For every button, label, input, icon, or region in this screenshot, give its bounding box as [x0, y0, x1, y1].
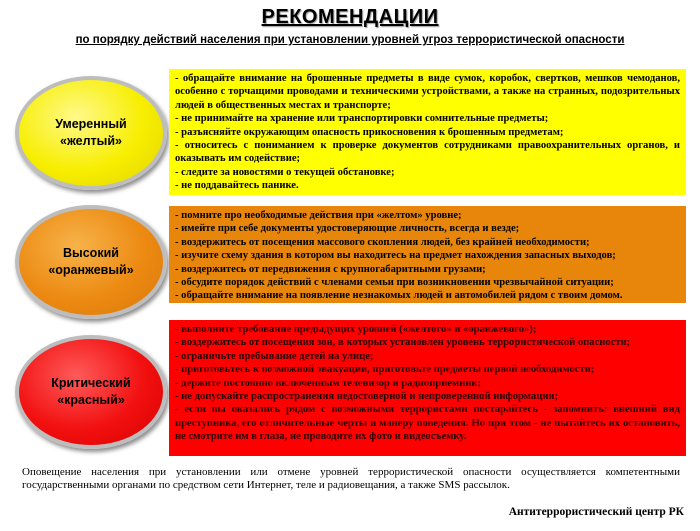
list-item: - изучите схему здания в котором вы находитесь на предмет нахождения запасных выходов; — [175, 250, 616, 262]
recommendations-list — [175, 72, 680, 193]
list-item: - не поддавайтесь панике. — [175, 180, 299, 192]
level-name: Критический — [51, 376, 131, 390]
recommendations-box-orange — [169, 206, 686, 303]
list-item: - обращайте внимание на появление незнакомых людей и автомобилей рядом с твоим домом. — [175, 290, 623, 302]
level-color-name: «оранжевый» — [48, 263, 134, 277]
list-item: - воздержитесь от передвижения с крупногабаритными грузами; — [175, 263, 486, 275]
list-item: - выполните требование предыдущих уровней («желтого» и «оранжевого»); — [175, 324, 537, 335]
list-item: - не допускайте распространения недостоверной и непроверенной информации; — [175, 391, 559, 403]
list-item: - следите за новостями о текущей обстановке; — [175, 166, 395, 178]
level-badge-orange — [15, 205, 167, 319]
level-name: Высокий — [63, 246, 119, 260]
list-item: - приготовьтесь к возможной эвакуации, приготовьте предметы первой необходимости; — [175, 364, 595, 376]
list-item: - если вы оказались рядом с возможными террористами постарайтесь - запомнить: внешний вид преступника, его отличительные черты и манеру поведения. Но при этом - не пытайтесь их остановить, не смотрите им в глаза, не проводите их фото и видеосъемку. — [175, 404, 680, 443]
list-item: - обращайте внимание на брошенные предметы в виде сумок, коробок, свертков, мешков чемоданов, особенно с торчащими проводами и техническими устройствами, а также на странных, подозрительных людей в общественных местах и транспорте; — [175, 73, 680, 111]
footer-note: Оповещение населения при установлении или отмене уровней террористической опасности осуществляется компетентными государственными органами по средством сети Интернет, теле и радиовещания, а также SMS рассылок. — [22, 466, 680, 491]
list-item: - ограничьте пребывание детей на улице; — [175, 350, 374, 362]
level-badge-red — [15, 335, 167, 449]
recommendations-list — [175, 323, 680, 444]
list-item: - относитесь с пониманием к проверке документов сотрудниками правоохранительных органов, и оказывать им содействие; — [175, 140, 680, 165]
list-item: - воздержитесь от посещения массового скопления людей, без крайней необходимости; — [175, 236, 590, 248]
level-badge-yellow — [15, 76, 167, 190]
list-item: - воздержитесь от посещения зон, в которых установлен уровень террористической опасности; — [175, 337, 631, 349]
level-name: Умеренный — [55, 117, 127, 131]
organization-signature: Антитеррористический центр РК — [508, 506, 684, 518]
list-item: - помните про необходимые действия при «желтом» уровне; — [175, 210, 462, 221]
level-color-name: «желтый» — [60, 134, 122, 148]
page-subtitle: по порядку действий населения при установлении уровней угроз террористической опасности — [75, 34, 625, 46]
recommendations-box-red — [169, 320, 686, 456]
level-color-name: «красный» — [57, 393, 125, 407]
list-item: - разъясняйте окружающим опасность прикосновения к брошенным предметам; — [175, 126, 564, 138]
list-item: - имейте при себе документы удостоверяющие личность, всегда и везде; — [175, 223, 520, 235]
page-title: РЕКОМЕНДАЦИИ — [261, 6, 439, 28]
list-item: - обсудите порядок действий с членами семьи при возникновении чрезвычайной ситуации; — [175, 277, 614, 289]
recommendations-list — [175, 209, 680, 303]
recommendations-box-yellow — [169, 69, 686, 195]
list-item: - держите постоянно включенным телевизор и радиоприемник; — [175, 377, 482, 389]
list-item: - не принимайте на хранение или транспортировки сомнительные предметы; — [175, 113, 549, 125]
